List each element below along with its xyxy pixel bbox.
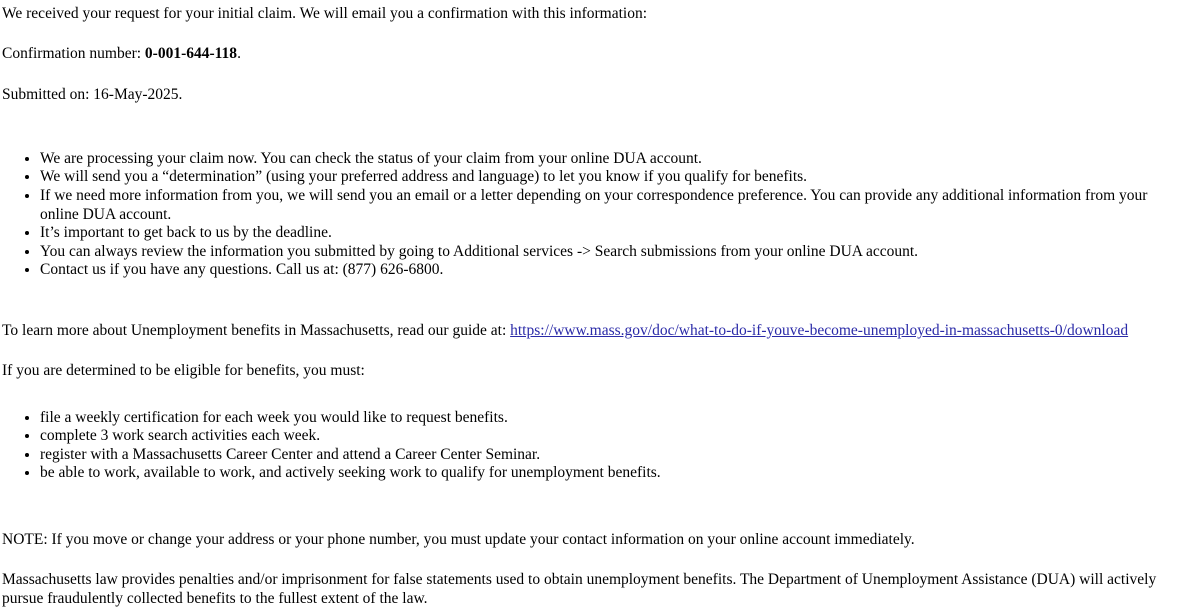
confirmation-number-period: . bbox=[237, 45, 241, 63]
list-item: • We will send you a “determination” (using your preferred address and language) to let you know if you qualify for benefits. bbox=[40, 168, 1190, 187]
spacer bbox=[2, 64, 1190, 86]
spacer bbox=[2, 132, 1190, 150]
spacer bbox=[2, 511, 1190, 531]
spacer bbox=[2, 483, 1190, 511]
submitted-date-line: Submitted on: 16-May-2025. bbox=[2, 85, 183, 103]
spacer bbox=[2, 23, 1190, 45]
guide-link[interactable]: https://www.mass.gov/doc/what-to-do-if-youve-become-unemployed-in-massachusetts-0/download bbox=[510, 322, 1129, 339]
list-item: • file a weekly certification for each week you would like to request benefits. bbox=[40, 409, 1190, 428]
list-item: • It’s important to get back to us by the deadline. bbox=[40, 224, 1190, 243]
confirmation-number-line bbox=[2, 45, 1190, 63]
list-item: • be able to work, available to work, and actively seeking work to qualify for unemployment benefits. bbox=[40, 464, 1190, 483]
spacer bbox=[2, 308, 1190, 322]
spacer bbox=[2, 549, 1190, 571]
note-paragraph: NOTE: If you move or change your address or your phone number, you must update your contact information on your online account immediately. bbox=[2, 530, 915, 548]
legal-paragraph: Massachusetts law provides penalties and/or imprisonment for false statements used to obtain unemployment benefits. The Department of Unemployment Assistance (DUA) will actively pursue fraudulently collected benefits to the fullest extent of the law. bbox=[2, 571, 1157, 607]
eligibility-intro: If you are determined to be eligible for benefits, you must: bbox=[2, 362, 365, 380]
list-item: • complete 3 work search activities each week. bbox=[40, 427, 1190, 446]
list-item: • We are processing your claim now. You can check the status of your claim from your online DUA account. bbox=[40, 150, 1190, 169]
status-bullet-list bbox=[2, 150, 1190, 280]
confirmation-number-label: Confirmation number: bbox=[2, 45, 145, 63]
spacer bbox=[2, 280, 1190, 308]
list-item: • You can always review the information you submitted by going to Additional services -> Search submissions from your online DUA account. bbox=[40, 243, 1190, 262]
list-item: • If we need more information from you, we will send you an email or a letter depending on your correspondence preference. You can provide any additional information from your online DUA account. bbox=[40, 187, 1190, 224]
guide-text: To learn more about Unemployment benefits in Massachusetts, read our guide at: bbox=[2, 322, 511, 339]
spacer bbox=[2, 381, 1190, 409]
confirmation-number-value: 0-001-644-118 bbox=[144, 45, 238, 63]
list-item: • register with a Massachusetts Career Center and attend a Career Center Seminar. bbox=[40, 446, 1190, 465]
spacer bbox=[2, 104, 1190, 132]
guide-paragraph bbox=[2, 322, 1190, 340]
spacer bbox=[2, 340, 1190, 362]
eligibility-bullet-list bbox=[2, 409, 1190, 483]
list-item: • Contact us if you have any questions. Call us at: (877) 626-6800. bbox=[40, 261, 1190, 280]
intro-paragraph: We received your request for your initial claim. We will email you a confirmation with this information: bbox=[2, 5, 648, 22]
